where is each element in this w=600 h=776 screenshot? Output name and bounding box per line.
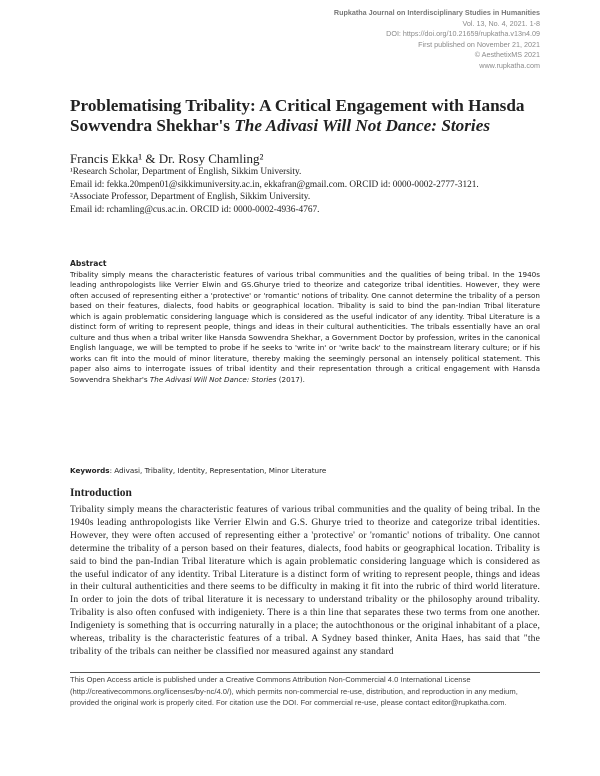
abstract-body [70, 270, 540, 386]
abstract-text: Tribality simply means the characteristic features of various tribal communities and the qualities of being tribal. In the 1940s leading anthropologists like Verrier Elwin and GS.Ghurye tried to theorize and categorize tribal identities. However, they were often accused of representing either a 'protective' or 'romantic' notions of tribality. One cannot determine the tribality of a person based on their features, dialects, food habits or geographical location. Tribality is said to bind the pan-Indian Tribal literature which is again problematic considering language which is considered as the useful indicator of any identity. Tribal Literature is a distinct form of writing to represent people, things and ideas in their cultural authenticities. The tribals essentially have an oral culture and thus when a tribal writer like Hansda Sowvendra Shekhar, a Government Doctor by profession, writes in the canonical English language, we will be tempted to probe if he seeks to 'write in' or 'write back' to the mainstream literary culture; or if his works can fit into the mould of minor literature, thereby making the seemingly personal an intensely political statement. This paper also aims to interrogate issues of tribal identity and their representation through a critical engagement with Hansda Sowvendra Shekhar's [70, 269, 540, 384]
affiliation-2: ²Associate Professor, Department of English, Sikkim University. [70, 192, 311, 203]
article-title-italic: The Adivasi Will Not Dance: Stories [234, 116, 491, 135]
journal-name: Rupkatha Journal on Interdisciplinary Studies in Humanities [333, 8, 540, 17]
affiliation-2-contact[interactable]: Email id: rchamling@cus.ac.in. ORCID id: 0000-0002-4936-4767. [70, 204, 320, 215]
abstract-heading: Abstract [70, 259, 107, 268]
article-title-main: Problematising Tribality: A Critical Engagement with Hansda Sowvendra Shekhar's [70, 96, 525, 135]
article-title [70, 96, 560, 136]
affiliations [70, 166, 540, 216]
author-line: Francis Ekka¹ & Dr. Rosy Chamling² [70, 151, 264, 166]
abstract-book-title: The Adivasi Will Not Dance: Stories [149, 374, 277, 384]
keywords-list: : Adivasi, Tribality, Identity, Representation, Minor Literature [109, 466, 327, 475]
keywords-label: Keywords [70, 466, 110, 475]
website-link[interactable]: www.rupkatha.com [479, 60, 540, 70]
doi-link[interactable]: DOI: https://doi.org/10.21659/rupkatha.v13n4.09 [386, 29, 540, 38]
journal-header [334, 8, 540, 71]
license-notice: This Open Access article is published under a Creative Commons Attribution Non-Commercial 4.0 International License (http://creativecommons.org/licenses/by-nc/4.0/), which permits non-commercial re-use, distribution, and reproduction in any medium, provided the original work is properly cited. For citation use the DOI. For commercial re-use, please contact editor@rupkatha.com. [70, 675, 518, 708]
introduction-heading: Introduction [70, 487, 132, 499]
volume-info: Vol. 13, No. 4, 2021. 1-8 [462, 18, 540, 28]
introduction-body: Tribality simply means the characteristic features of various tribal communities and the quality of being tribal. In the 1940s leading anthropologists like Verrier Elwin and G.S. Ghurye tried to theorize and categorize tribal identities. However, they were often accused of representing either a 'protective' or 'romantic' notions of tribality. One cannot determine the tribality of a person based on their features, dialects, food habits or geographical location. Tribality is said to bind the pan-Indian Tribal literature which is again problematic considering language which is considered as the useful indicator of any identity. Tribal Literature is a distinct form of writing to represent people, things and ideas in their cultural authenticities and there seems to be difficulty in making it fit into the rubric of third world literature. In order to join the dots of tribal literature it is necessary to understand tribality or the philosophy around tribality. Tribality is also often confused with indigeniety. There is a thin line that separates these two terms from one another. Indigeniety is something that is occurring naturally in a place; the autochthonous or the original inhabitant of a place, whereas, tribality is the characteristic features of a tribal. A Sydney based thinker, Anita Haes, has said that "the tribality of the tribals can neither be classified nor measured against any standard [70, 504, 540, 657]
affiliation-1: ¹Research Scholar, Department of English, Sikkim University. [70, 167, 302, 177]
abstract-section [70, 259, 540, 385]
affiliation-1-contact[interactable]: Email id: fekka.20mpen01@sikkimuniversity.ac.in, ekkafran@gmail.com. ORCID id: 0000-0002-2777-3121. [70, 179, 479, 190]
footer-divider [70, 672, 540, 673]
introduction-section [70, 504, 540, 659]
publish-date: First published on November 21, 2021 [418, 39, 540, 49]
copyright-notice: © AesthetixMS 2021 [474, 50, 540, 59]
keywords-line [70, 466, 326, 475]
abstract-end: (2017). [276, 374, 305, 384]
